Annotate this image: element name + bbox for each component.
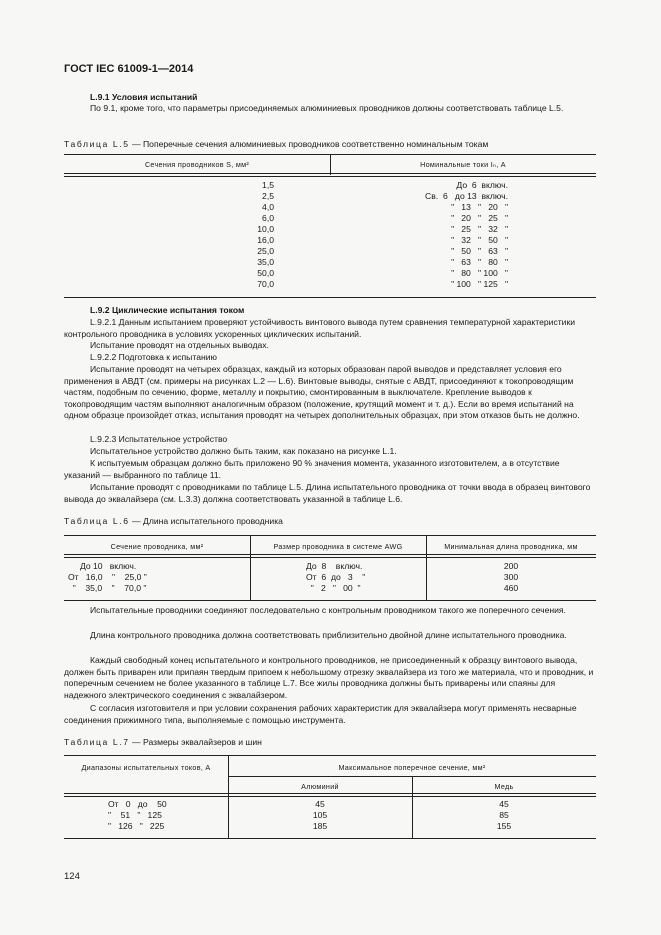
table-l7-subheader-rule [228,776,596,777]
table-l5-label: Таблица L.5 [64,139,130,149]
table-l5-col1-cell: 2,5 [262,191,274,201]
table-l5-caption [64,139,488,149]
table-l5-col2-cell: Св. 6 до 13 включ. [425,191,508,201]
table-l5-col1-header: Сечения проводников S, мм² [144,160,250,169]
table-l6-caption-text: — Длина испытательного проводника [129,516,283,526]
table-l7-range-cell: От 0 до 50 [108,799,167,809]
table-l6-col2-cell: " 2 " 00 " [306,583,361,593]
table-l6-label: Таблица L.6 [64,516,130,526]
table-l6-col1-cell: " 35,0 " 70,0 " [68,583,147,593]
table-l6-header-rule [64,554,596,555]
table-l6-col1-header: Сечение проводника, мм² [110,542,204,551]
table-l6-col2-cell: До 8 включ. [306,561,363,571]
table-l5-col1-cell: 4,0 [262,202,274,212]
paragraph: С согласия изготовителя и при условии сохранения рабочих характеристик для эквалайзера могут применять несварные соединения прижимного типа, выполняемые с помощью инструмента. [64,703,577,725]
table-l6-col3-cell: 300 [503,572,519,582]
paragraph: L.9.2.3 Испытательное устройство [90,434,228,444]
paragraph: Испытательное устройство должно быть таким, как показано на рисунке L.1. [90,446,397,456]
paragraph: L.9.2.1 Данным испытанием проверяют устойчивость винтового вывода путем сравнения температурной характеристики контрольного проводника в условиях ускоренных циклических испытаний. [64,317,576,339]
table-l5-col2-cell: " 63 " 80 " [451,257,508,267]
table-l6-caption [64,516,283,526]
table-l5-col2-cell: " 100 " 125 " [451,279,508,289]
table-l5-col1-cell: 50,0 [257,268,274,278]
paragraph: Испытание проводят на четырех образцах, каждый из которых образован парой выводов и представляет условия его применения в АВДТ (см. примеры на рисунках L.2 — L.6). Винтовые выводы, снятые с АВДТ, присоединяют к токопроводящим частям, подобным по сечению, форме, металлу и покрытию, смонтированным в выключателе. Крепление выводов к токопроводящим частям выполняют аналогичным образом (положение, крутящий момент и т. д.). Если во время испытаний на одном образце произойдет отказ, испытания проводят на четырех дополнительных образцах, при этом отказов быть не должно. [64,364,580,421]
table-l6-col2-cell: От 6 до 3 " [306,572,366,582]
table-l7-aluminium-header: Алюминий [301,782,339,791]
paragraph: Длина контрольного проводника должна соответствовать приблизительно двойной длине испытательного проводника. [90,630,567,640]
table-l7-caption [64,737,262,747]
table-l5-col1-cell: 10,0 [257,224,274,234]
table-l7 [64,755,596,839]
paragraph: Испытательные проводники соединяют последовательно с контрольным проводником такого же поперечного сечения. [90,605,566,615]
table-l7-copper-header: Медь [494,782,514,791]
table-l7-copper-cell: 45 [499,799,509,809]
section-heading-l92: L.9.2 Циклические испытания током [90,305,245,315]
table-l7-copper-cell: 85 [499,810,509,820]
table-l5-col1-cell: 25,0 [257,246,274,256]
table-l5-col2-cell: " 50 " 63 " [451,246,508,256]
table-l7-aluminium-cell: 185 [312,821,328,831]
table-l5-header-rule [64,173,596,174]
paragraph: Испытание проводят с проводниками по таблице L.5. Длина испытательного проводника от точки ввода в образец винтового вывода до эквалайзера (см. L.3.3) должна соответствовать указанной в таблице L.6. [64,482,591,504]
table-l6-header-rule-2 [64,557,596,558]
table-l6-col3-header: Минимальная длина проводника, мм [444,542,578,551]
table-l7-range-cell: " 51 " 125 [108,810,162,820]
table-l6-col2-header: Размер проводника в системе AWG [273,542,403,551]
table-l6-col3-cell: 200 [503,561,519,571]
table-l7-copper-cell: 155 [496,821,512,831]
table-l7-header-rule-2 [64,796,596,797]
table-l5-col2-cell: " 20 " 25 " [451,213,508,223]
table-l6-col1-cell: От 16,0 " 25,0 " [68,572,147,582]
table-l5-header-rule-2 [64,176,596,177]
table-l5-col1-cell: 6,0 [262,213,274,223]
table-l7-section-header: Максимальное поперечное сечение, мм² [338,763,486,772]
table-l5-caption-text: — Поперечные сечения алюминиевых проводников соответственно номинальным токам [129,139,489,149]
table-l6-col1-cell: До 10 включ. [68,561,137,571]
table-l5-col2-cell: " 13 " 20 " [451,202,508,212]
table-l6-col3-cell: 460 [503,583,519,593]
table-l5-col2-cell: " 32 " 50 " [451,235,508,245]
table-l7-caption-text: — Размеры эквалайзеров и шин [129,737,262,747]
section-heading-l91: L.9.1 Условия испытаний [90,92,198,102]
page-number: 124 [64,871,80,882]
table-l5-col1-cell: 70,0 [257,279,274,289]
table-l5-col2-cell: " 25 " 32 " [451,224,508,234]
table-l7-header-rule [64,793,596,794]
table-l7-aluminium-cell: 105 [312,810,328,820]
table-l7-range-cell: " 126 " 225 [108,821,165,831]
table-l5-col2-header: Номинальные токи Iₙ, А [420,160,506,169]
table-l6 [64,535,596,601]
table-l7-range-header: Диапазоны испытательных токов, А [81,763,211,772]
table-l5-col2-cell: До 6 включ. [456,180,508,190]
table-l7-aluminium-cell: 45 [315,799,325,809]
table-l5-col1-cell: 1,5 [262,180,274,190]
table-l5-col1-cell: 16,0 [257,235,274,245]
table-l7-label: Таблица L.7 [64,737,130,747]
paragraph: Испытание проводят на отдельных выводах. [90,340,269,350]
paragraph: L.9.2.2 Подготовка к испытанию [90,352,217,362]
table-l5-col1-cell: 35,0 [257,257,274,267]
paragraph-l91: По 9.1, кроме того, что параметры присоединяемых алюминиевых проводников должны соответствовать таблице L.5. [90,103,564,113]
table-l5 [64,154,596,298]
document-header: ГОСТ IEC 61009-1—2014 [64,63,194,75]
paragraph: Каждый свободный конец испытательного и контрольного проводников, не присоединенный к образцу винтового вывода, должен быть приварен или припаян твердым припоем к небольшому отрезку эквалайзера из того же материала, что и проводник, и поперечным сечением не более указанного в таблице L.7. Все жилы проводника должны быть приварены или спаяны для надежного электрического соединения с эквалайзером. [64,655,594,700]
table-l5-col2-cell: " 80 " 100 " [451,268,508,278]
paragraph: К испытуемым образцам должно быть приложено 90 % значения момента, указанного изготовителем, а в отсутствие указаний — выбранного по таблице 11. [64,458,560,480]
